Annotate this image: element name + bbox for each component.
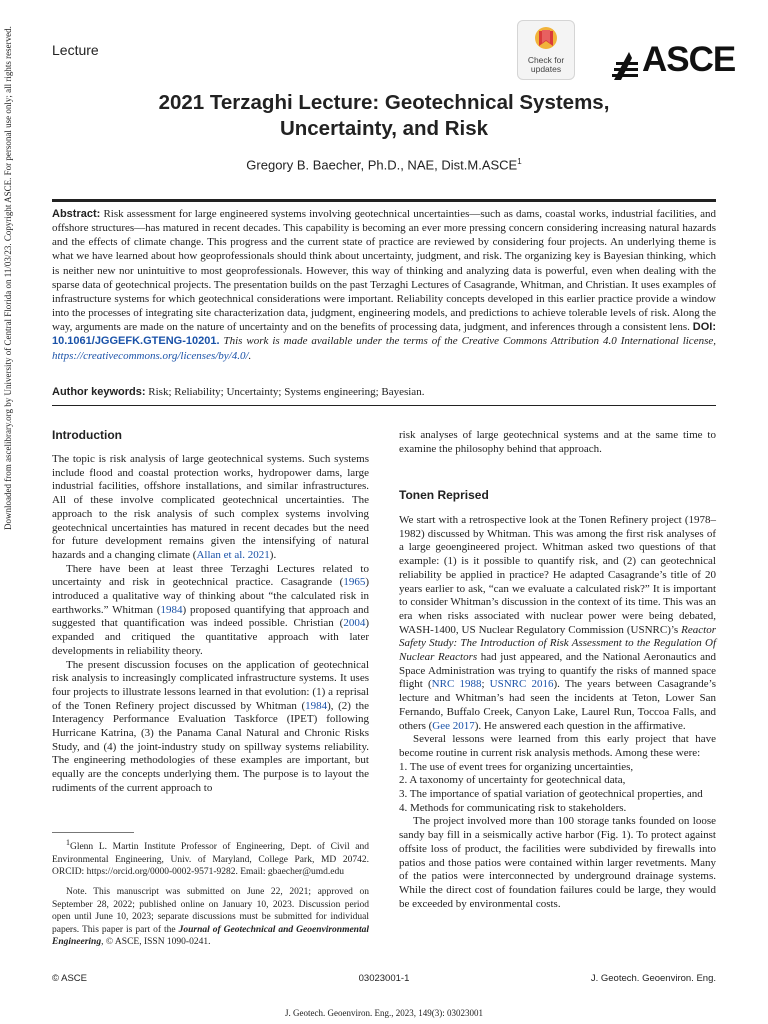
tonen-paragraph-3: The project involved more than 100 storage tanks founded on loose sandy bay fill in a seismically active harbor (Fig. 1). To protect against offsite loss of product, the facilities were subdivided by firewalls into patios and those patios were contained within larger revetments. Many of the patios were interconnected by underground drainage systems. While the direct cost of foundation failures could be large, they would be exceeded by environmental costs. <box>399 815 716 910</box>
section-label: Lecture <box>52 42 99 58</box>
tonen-paragraph-2: Several lessons were learned from this early project that have become routine in current risk analysis methods. Among these were: <box>399 733 716 759</box>
footnote <box>52 837 369 956</box>
tonen-reprised-body <box>399 514 716 911</box>
list-item: 4. Methods for communicating risk to stakeholders. <box>399 801 627 814</box>
check-for-updates-badge[interactable] <box>517 20 575 80</box>
title-line-1: 2021 Terzaghi Lecture: Geotechnical Systems, <box>158 91 610 114</box>
ref-casagrande-1965[interactable]: 1965 <box>343 576 366 589</box>
download-notice: Downloaded from ascelibrary.org by University of Central Florida on 11/03/23. Copyright ASCE. For personal use only; all rights reserved. <box>3 26 13 530</box>
asce-logo-mark-icon <box>612 48 646 82</box>
ref-christian-2004[interactable]: 2004 <box>343 617 366 630</box>
asce-logo <box>612 40 736 82</box>
journal-citation-line: J. Geotech. Geoenviron. Eng., 2023, 149(3): 03023001 <box>285 1008 483 1018</box>
lessons-list <box>399 761 716 816</box>
author-name: Gregory B. Baecher, Ph.D., NAE, Dist.M.ASCE <box>246 157 518 173</box>
tonen-reprised-heading: Tonen Reprised <box>399 488 489 502</box>
tonen-paragraph-1: We start with a retrospective look at the Tonen Refinery project (1978–1982) discussed by Whitman. This was among the first risk analyses of a large geoengineered project. Whitman asked two questions of that example: (1) is it possible to quantify risk, and (2) can geotechnical reliability be applied in practice? He adapted Casagrande’s title of 20 years earlier to ask, “can we evaluate a calculated risk?” It is important to consider Whitman’s discussion in the context of its time. This was an era when risks associated with nuclear power were being debated, WASH-1400, US Nuclear Regulatory Commission (USNRC)’s Reactor Safety Study: The Introduction of Risk Assessment to the Regulation Of Nuclear Reactors had just appeared, and the National Aeronautics and Space Administration was trying to quantify the risks of manned space flight (NRC 1988; USNRC 2016). The years between Casagrande’s lecture and Whitman’s had seen the incidents at Teton, Lower San Fernando, Buffalo Creek, Canyon Lake, Laurel Run, Toccoa Falls, and others (Gee 2017). He answered each question in the affirmative. <box>399 514 716 732</box>
abstract-body: Risk assessment for large engineered systems involving geotechnical uncertainties—such as dams, coastal works, industrial facilities, and offshore structures—has matured in recent decades. This capability is becoming an ever more pressing concern considering increasing natural hazards and the effects of climate change. This progress and the current state of practice are reviewed by considering four projects. An underlying theme is what we have learned about how geoprofessionals should think about uncertainty, judgment, and risk. The organizing key is Bayesian thinking, which is neither new nor unintuitive to most geoprofessionals. However, this way of thinking and analyzing data is powerful, even when dealing with the sparse data of geotechnical projects. The presentation builds on the past Terzaghi Lectures of Casagrande, Whitman, and Christian. It uses examples of infrastructure systems for which geotechnical considerations were important. Reliability concepts developed in this earlier practice provide a window into the processes of integrating site characterization data, judgment, engineering models, and predictions to achieve tolerable levels of risk. Along the way, arguments are made on the nature of uncertainty and on the benefits of processing data, judgment, and inferences through a consistent lens. <box>52 208 716 334</box>
paper-title <box>60 90 708 142</box>
intro-paragraph-1: The topic is risk analysis of large geotechnical systems. Such systems include flood and coastal protection works, hydropower dams, large industrial facilities, offshore installations, and similar infrastructures. All of these involve complicated geotechnical uncertainties. The approach to the risk analysis of such complex systems involving geotechnical uncertainties has matured in recent decades but the need for future development remains given the intensifying of natural hazards and a changing climate (Allan et al. 2021). <box>52 453 369 561</box>
keywords-bottom-rule <box>52 405 716 406</box>
intro-paragraph-2: There have been at least three Terzaghi Lectures related to uncertainty and risk in geotechnical practice. Casagrande (1965) introduced a qualitative way of thinking about “the calculated risk in earthworks.” Whitman (1984) proposed quantifying that approach and suggested that quantification was indeed possible. Christian (2004) expanded and critiqued the quantitative approach with later developments in reliability theory. <box>52 562 369 657</box>
ref-nrc-1988[interactable]: NRC 1988 <box>431 678 482 691</box>
footer-journal-abbrev: J. Geotech. Geoenviron. Eng. <box>590 973 716 984</box>
ref-whitman-1984[interactable]: 1984 <box>160 603 183 616</box>
title-line-2: Uncertainty, and Risk <box>279 117 489 140</box>
ref-usnrc-2016[interactable]: USNRC 2016 <box>489 678 554 691</box>
footnote-rule <box>52 832 134 833</box>
intro-paragraph-3: The present discussion focuses on the application of geotechnical risk analysis to increasingly complicated infrastructure systems. It uses four projects to illustrate lessons learned in that evolution: (1) a reprisal of the Tonen Refinery project discussed by Whitman (1984), (2) the Interagency Performance Evaluation Taskforce (IPET) following Hurricane Katrina, (3) the Panama Canal Natural and Chronic Risks Study, and (4) the joint-industry study on spillway systems reliability. The engineering methodologies of these examples are important, but equally are the concepts underlying them. The purpose is to layout the rudiments of the current approach to <box>52 658 369 794</box>
abstract-top-rule <box>52 199 716 202</box>
introduction-body <box>52 453 369 796</box>
asce-logo-text: ASCE <box>642 40 736 79</box>
introduction-heading: Introduction <box>52 428 122 442</box>
footnote-affiliation: $^1$Glenn L. Martin Institute Professor of Engineering, Dept. of Civil and Environmental Engineering, Univ. of Maryland, College Park, MD 20742. ORCID: https://orcid.org/0000-0002-9571-9282. Email: gbaecher@umd.edu <box>52 838 369 877</box>
list-item: 1. The use of event trees for organizing uncertainties, <box>399 760 634 773</box>
license-text: This work is made available under the terms of the Creative Commons Attribution 4.0 International license, <box>223 335 716 348</box>
abstract <box>52 207 716 363</box>
list-item: 3. The importance of spatial variation of geotechnical properties, and <box>399 788 703 801</box>
ref-whitman-1984-b[interactable]: 1984 <box>305 699 328 712</box>
ref-gee-2017[interactable]: Gee 2017 <box>432 719 475 732</box>
footer-page-id: 03023001-1 <box>358 973 410 984</box>
license-end: . <box>248 349 252 362</box>
doi-label: DOI: <box>692 321 716 334</box>
footnote-note: Note. This manuscript was submitted on June 22, 2021; approved on September 28, 2022; published online on January 10, 2023. Discussion period open until June 10, 2023; separate discussions must be submitted for individual papers. This paper is part of the Journal of Geotechnical and Geoenvironmental Engineering, © ASCE, ISSN 1090-0241. <box>52 887 369 947</box>
author-line <box>60 157 708 172</box>
author-affiliation-mark: 1 <box>517 157 522 166</box>
keywords-heading: Author keywords: <box>52 386 146 398</box>
ref-allan-2021[interactable]: Allan et al. 2021 <box>196 548 270 561</box>
footer-copyright: © ASCE <box>52 973 87 984</box>
abstract-heading: Abstract: <box>52 208 101 220</box>
bookmark-icon <box>533 26 559 54</box>
list-item: 2. A taxonomy of uncertainty for geotechnical data, <box>399 774 626 787</box>
author-keywords <box>52 386 716 398</box>
license-link[interactable]: https://creativecommons.org/licenses/by/4.0/ <box>52 349 249 362</box>
check-updates-line2: updates <box>530 64 562 74</box>
keywords-list: Risk; Reliability; Uncertainty; Systems engineering; Bayesian. <box>148 386 425 398</box>
check-updates-line1: Check for <box>527 55 565 65</box>
intro-continuation: risk analyses of large geotechnical systems and at the same time to examine the philosophy behind that approach. <box>399 429 716 455</box>
doi-link[interactable]: 10.1061/JGGEFK.GTENG-10201. <box>52 335 220 348</box>
